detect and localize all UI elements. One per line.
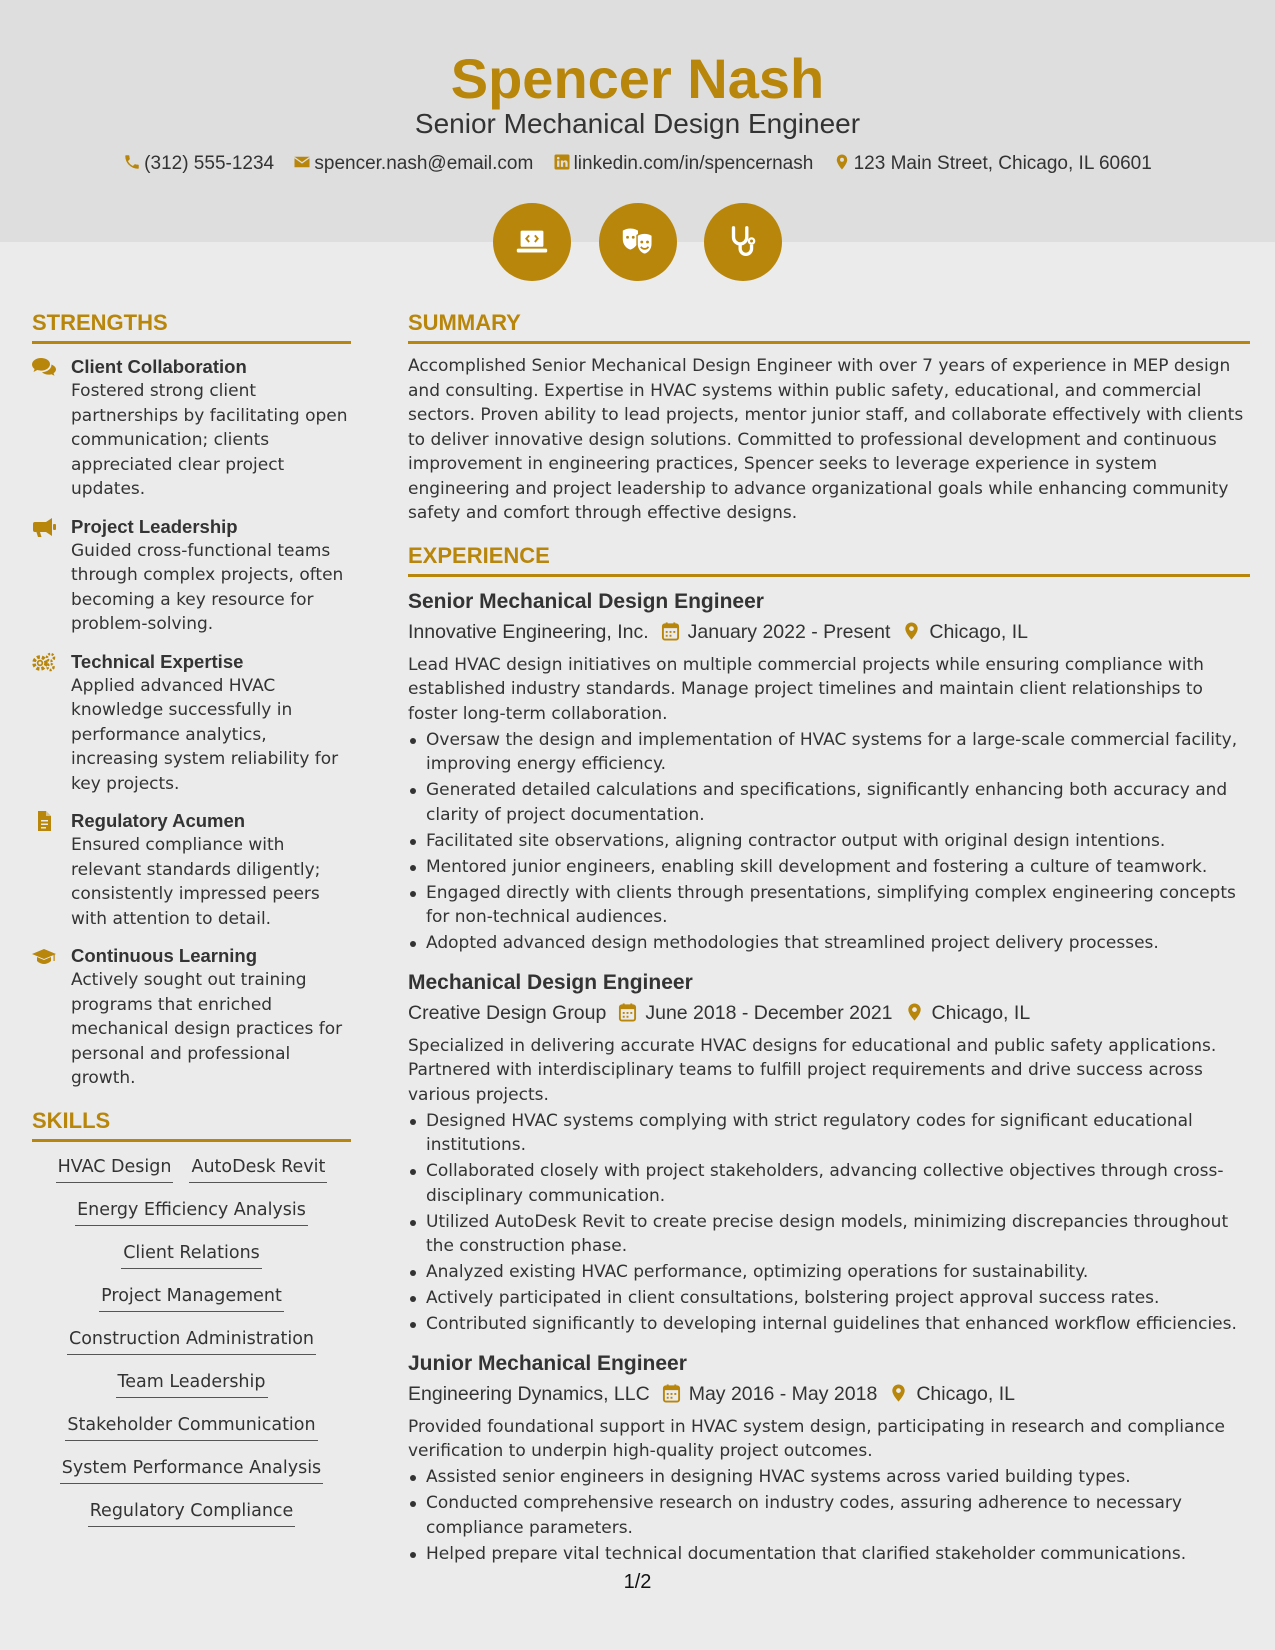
bullet-item: Engaged directly with clients through presentations, simplifying complex engineering concepts for non-technical audiences. (408, 881, 1250, 930)
bullet-item: Designed HVAC systems complying with strict regulatory codes for significant educational institutions. (408, 1109, 1250, 1158)
job-location: Chicago, IL (916, 1382, 1015, 1405)
skill-tag: Project Management (99, 1283, 284, 1312)
experience-heading: EXPERIENCE (408, 540, 1250, 577)
job-location: Chicago, IL (931, 1001, 1031, 1024)
comments-icon (32, 357, 56, 377)
bullet-item: Oversaw the design and implementation of HVAC systems for a large-scale commercial facility, improving energy efficiency. (408, 728, 1250, 777)
skill-tag: Team Leadership (116, 1369, 268, 1398)
skill-tag: Construction Administration (67, 1326, 316, 1355)
contact-phone[interactable] (123, 151, 274, 177)
skill-tag: Client Relations (121, 1240, 262, 1269)
calendar-icon (662, 1383, 681, 1403)
map-pin-icon (833, 153, 851, 171)
file-document-icon (32, 811, 56, 831)
strength-description: Applied advanced HVAC knowledge successfully in performance analytics, increasing system reliability for key projects. (71, 675, 339, 794)
contact-bar (0, 151, 1275, 177)
bullet-item: Conducted comprehensive research on industry codes, assuring adherence to necessary compliance parameters. (408, 1491, 1250, 1540)
cogs-icon (32, 652, 56, 672)
page-number: 1/2 (623, 1571, 652, 1593)
strength-description: Actively sought out training programs that enriched mechanical design practices for personal and professional growth. (71, 970, 343, 1088)
job-title: Junior Mechanical Engineer (408, 1351, 687, 1375)
bullet-item: Contributed significantly to developing internal guidelines that enhanced workflow efficiencies. (408, 1312, 1250, 1337)
strength-description: Guided cross-functional teams through complex projects, often becoming a key resource for problem-solving. (71, 540, 344, 634)
summary-text: Accomplished Senior Mechanical Design Engineer with over 7 years of experience in MEP design and consulting. Expertise in HVAC systems within public safety, educational, and commercial sectors. Proven ability to lead projects, mentor junior staff, and collaborate effectively with clients to deliver innovative design solutions. Committed to professional development and continuous improvement in engineering practices, Spencer seeks to leverage experience in system engineering and project leadership to advance organizational goals while enhancing community safety and comfort through effective designs. (408, 356, 1244, 523)
job-meta (408, 998, 1250, 1028)
bullet-item: Generated detailed calculations and specifications, significantly enhancing both accuracy and clarity of project documentation. (408, 778, 1250, 827)
strength-item (32, 354, 351, 502)
map-pin-icon (905, 1002, 924, 1022)
right-column (408, 307, 1250, 1578)
contact-linkedin[interactable] (553, 151, 814, 177)
skill-tag: Stakeholder Communication (65, 1412, 317, 1441)
envelope-icon (293, 153, 311, 171)
strength-description: Fostered strong client partnerships by facilitating open communication; clients appreciated clear project updates. (71, 381, 348, 499)
job-title: Mechanical Design Engineer (408, 970, 693, 994)
job-dates: May 2016 - May 2018 (688, 1382, 878, 1405)
map-pin-icon (902, 621, 921, 641)
interest-circle (599, 203, 677, 281)
strength-title: Technical Expertise (71, 650, 244, 672)
phone-icon (123, 153, 141, 171)
skill-tag: HVAC Design (56, 1154, 174, 1183)
job-description: Specialized in delivering accurate HVAC designs for educational and public safety applications. Partnered with interdisciplinary teams to fulfill project requirements and drive success across various projects. (408, 1035, 1217, 1105)
map-pin-icon (889, 1383, 908, 1403)
contact-email[interactable] (293, 151, 533, 177)
job-bullets (408, 728, 1250, 956)
strength-item (32, 808, 351, 931)
stethoscope-icon (724, 223, 762, 261)
bullet-item: Analyzed existing HVAC performance, optimizing operations for sustainability. (408, 1260, 1250, 1285)
bullet-item: Helped prepare vital technical documentation that clarified stakeholder communications. (408, 1542, 1250, 1567)
bullet-item: Collaborated closely with project stakeholders, advancing collective objectives through cross-disciplinary communication. (408, 1159, 1250, 1208)
left-column (32, 307, 351, 1541)
strength-description: Ensured compliance with relevant standards diligently; consistently impressed peers with attention to detail. (71, 835, 321, 929)
contact-address (833, 151, 1152, 177)
calendar-icon (661, 621, 680, 641)
experience-entry (408, 587, 1250, 956)
skills-heading: SKILLS (32, 1105, 351, 1142)
company-name: Innovative Engineering, Inc. (408, 620, 649, 643)
bullet-item: Assisted senior engineers in designing HVAC systems across varied building types. (408, 1465, 1250, 1490)
experience-entry (408, 968, 1250, 1337)
address-text: 123 Main Street, Chicago, IL 60601 (853, 153, 1152, 174)
bullet-item: Adopted advanced design methodologies that streamlined project delivery processes. (408, 931, 1250, 956)
skills-list (32, 1152, 351, 1541)
graduation-cap-icon (32, 946, 56, 966)
laptop-code-icon (513, 223, 551, 261)
job-location: Chicago, IL (929, 620, 1029, 643)
skill-tag: System Performance Analysis (60, 1455, 323, 1484)
job-dates: June 2018 - December 2021 (645, 1001, 893, 1024)
interest-icons (0, 203, 1275, 281)
calendar-icon (618, 1002, 637, 1022)
strength-title: Continuous Learning (71, 945, 258, 966)
email-text: spencer.nash@email.com (314, 153, 534, 174)
skill-tag: AutoDesk Revit (189, 1154, 327, 1183)
candidate-title: Senior Mechanical Design Engineer (414, 108, 861, 139)
linkedin-icon (553, 153, 571, 171)
theater-masks-icon (619, 223, 657, 261)
job-bullets (408, 1465, 1250, 1566)
job-dates: January 2022 - Present (687, 620, 891, 643)
bullet-item: Facilitated site observations, aligning contractor output with original design intentions. (408, 829, 1250, 854)
job-bullets (408, 1109, 1250, 1337)
strength-title: Client Collaboration (71, 356, 247, 377)
job-meta (408, 1379, 1250, 1409)
strengths-heading: STRENGTHS (32, 307, 351, 344)
linkedin-text: linkedin.com/in/spencernash (573, 153, 814, 174)
phone-text: (312) 555-1234 (144, 153, 275, 174)
strength-title: Regulatory Acumen (71, 810, 246, 831)
interest-circle (493, 203, 571, 281)
company-name: Engineering Dynamics, LLC (408, 1382, 650, 1405)
skill-tag: Regulatory Compliance (88, 1498, 296, 1527)
bullet-item: Utilized AutoDesk Revit to create precise design models, minimizing discrepancies throughout the construction phase. (408, 1210, 1250, 1259)
experience-entry (408, 1349, 1250, 1567)
job-meta (408, 617, 1250, 647)
strength-title: Project Leadership (71, 515, 238, 537)
company-name: Creative Design Group (408, 1001, 607, 1024)
candidate-name: Spencer Nash (450, 47, 825, 110)
bullet-item: Mentored junior engineers, enabling skill development and fostering a culture of teamwork. (408, 855, 1250, 880)
experience-list (408, 587, 1250, 1567)
skill-tag: Energy Efficiency Analysis (75, 1197, 308, 1226)
job-title: Senior Mechanical Design Engineer (408, 589, 764, 613)
strength-item (32, 943, 351, 1091)
job-description: Provided foundational support in HVAC system design, participating in research and compliance verification to underpin high-quality project outcomes. (408, 1416, 1226, 1461)
strength-item (32, 649, 351, 797)
summary-heading: SUMMARY (408, 307, 1250, 344)
job-description: Lead HVAC design initiatives on multiple commercial projects while ensuring compliance with established industry standards. Manage project timelines and maintain client relationships to foster long-term collaboration. (408, 654, 1204, 724)
interest-circle (704, 203, 782, 281)
bullet-item: Actively participated in client consultations, bolstering project approval success rates. (408, 1286, 1250, 1311)
bullhorn-icon (32, 517, 56, 537)
strength-item (32, 514, 351, 637)
